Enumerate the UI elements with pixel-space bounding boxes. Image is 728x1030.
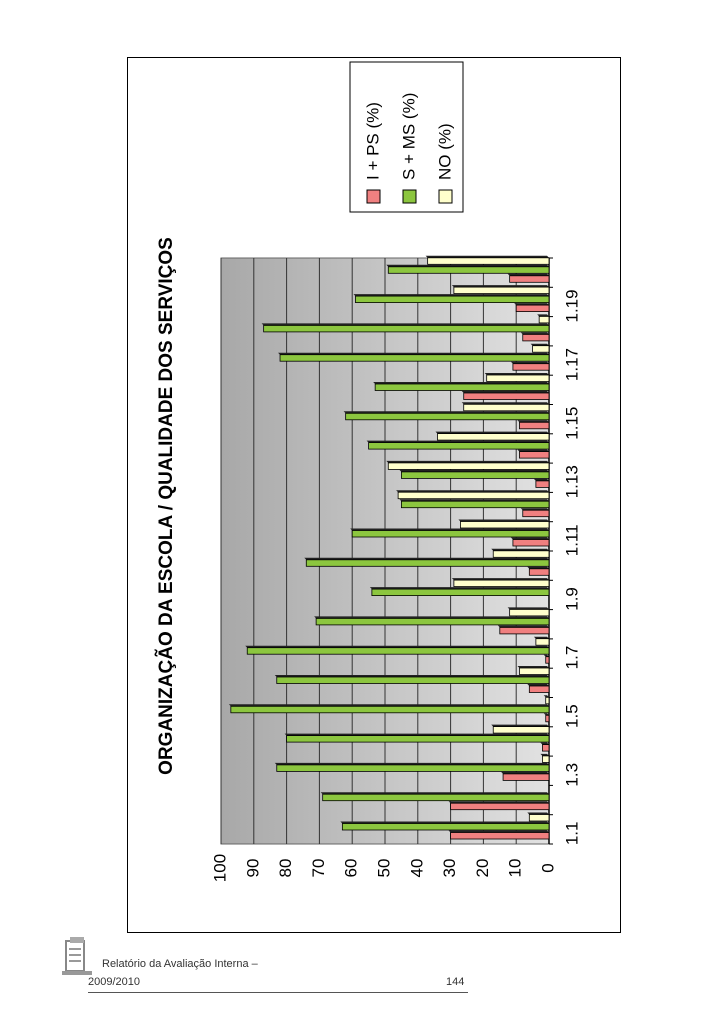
bar-1.11-2 xyxy=(352,531,549,538)
legend-label: I + PS (%) xyxy=(363,102,383,180)
bar-1.13-3 xyxy=(388,463,549,470)
bar-1.14-3 xyxy=(437,434,549,441)
value-tick-label: 10 xyxy=(505,858,525,878)
bar-1.6-1 xyxy=(529,686,549,693)
legend-swatch xyxy=(403,190,416,203)
bar-1.17-2 xyxy=(280,355,549,362)
bar-1.13-1 xyxy=(536,481,549,488)
bar-1.15-3 xyxy=(464,404,549,411)
category-tick-label: 1.3 xyxy=(562,762,582,787)
bar-1.9-2 xyxy=(372,589,549,596)
value-tick-label: 90 xyxy=(243,858,263,878)
bar-1.19-3 xyxy=(454,287,549,294)
school-logo-icon xyxy=(60,935,96,979)
bar-1.1-1 xyxy=(451,833,549,840)
bar-1.1-3 xyxy=(529,815,549,822)
value-tick-label: 20 xyxy=(472,858,492,878)
bar-1.4-2 xyxy=(287,736,549,743)
bar-1.20-3 xyxy=(428,258,549,265)
chart-svg xyxy=(128,58,622,934)
bar-1.11-3 xyxy=(460,522,549,529)
bar-1.2-2 xyxy=(323,794,549,801)
bar-1.16-1 xyxy=(464,393,549,400)
bar-1.7-3 xyxy=(536,639,549,646)
page-number: 144 xyxy=(446,976,465,988)
bar-1.14-2 xyxy=(369,443,549,450)
value-tick-label: 40 xyxy=(407,858,427,878)
legend-swatch xyxy=(367,190,380,203)
bar-1.18-3 xyxy=(539,316,549,323)
value-tick-label: 0 xyxy=(538,863,558,873)
bar-1.1-2 xyxy=(342,824,549,831)
legend-label: S + MS (%) xyxy=(399,92,419,180)
value-tick-label: 80 xyxy=(276,858,296,878)
footer-year: 2009/2010 xyxy=(88,976,140,988)
page-footer xyxy=(60,932,480,1002)
bar-1.2-1 xyxy=(451,803,549,810)
chart-title: ORGANIZAÇÃO DA ESCOLA / QUALIDADE DOS SERVIÇOS xyxy=(156,237,178,775)
bar-1.20-2 xyxy=(388,267,549,274)
bar-1.18-2 xyxy=(264,325,549,332)
bar-1.13-2 xyxy=(401,472,549,479)
bar-1.15-1 xyxy=(519,422,549,429)
bar-1.17-3 xyxy=(533,346,549,353)
category-tick-label: 1.11 xyxy=(562,524,582,557)
bar-1.6-3 xyxy=(519,668,549,675)
bar-1.11-1 xyxy=(513,540,549,547)
category-tick-label: 1.7 xyxy=(562,645,582,670)
footer-rule xyxy=(88,976,468,993)
category-tick-label: 1.1 xyxy=(562,821,582,846)
bar-1.16-2 xyxy=(375,384,549,391)
category-tick-label: 1.17 xyxy=(562,348,582,382)
bar-1.20-1 xyxy=(510,276,549,283)
legend-label: NO (%) xyxy=(435,123,455,180)
legend-swatch xyxy=(439,190,452,203)
bar-1.15-2 xyxy=(346,413,549,420)
bar-1.7-1 xyxy=(546,657,549,664)
bar-1.18-1 xyxy=(523,334,549,341)
bar-1.5-2 xyxy=(231,706,549,713)
bar-1.14-1 xyxy=(519,452,549,459)
bar-1.8-3 xyxy=(510,609,549,616)
bar-1.12-3 xyxy=(398,492,549,499)
bar-1.3-3 xyxy=(542,756,549,763)
bar-1.4-1 xyxy=(542,745,549,752)
bar-1.7-2 xyxy=(247,648,549,655)
bar-1.4-3 xyxy=(493,727,549,734)
category-tick-label: 1.9 xyxy=(562,587,582,611)
value-tick-label: 50 xyxy=(374,858,394,878)
value-tick-label: 30 xyxy=(440,858,460,878)
bar-1.10-3 xyxy=(493,551,549,558)
value-tick-label: 100 xyxy=(210,853,230,883)
bar-1.17-1 xyxy=(513,364,549,371)
bar-1.8-2 xyxy=(316,618,549,625)
bar-1.8-1 xyxy=(500,627,549,634)
bar-1.19-1 xyxy=(516,305,549,312)
category-tick-label: 1.15 xyxy=(562,406,582,440)
category-tick-label: 1.5 xyxy=(562,704,582,728)
bar-1.5-1 xyxy=(546,715,549,722)
bar-1.12-2 xyxy=(401,501,549,508)
chart-frame xyxy=(127,57,621,933)
value-tick-label: 60 xyxy=(341,858,361,878)
bar-1.10-2 xyxy=(306,560,549,567)
bar-1.12-1 xyxy=(523,510,549,517)
footer-report-title: Relatório da Avaliação Interna – xyxy=(102,958,258,970)
value-tick-label: 70 xyxy=(308,858,328,878)
bar-1.3-2 xyxy=(277,765,549,772)
bar-1.10-1 xyxy=(529,569,549,576)
bar-1.3-1 xyxy=(503,774,549,781)
bar-1.9-3 xyxy=(454,580,549,587)
category-tick-label: 1.19 xyxy=(562,289,582,323)
category-tick-label: 1.13 xyxy=(562,465,582,499)
bar-1.5-3 xyxy=(546,697,549,704)
bar-1.16-3 xyxy=(487,375,549,382)
bar-1.19-2 xyxy=(355,296,549,303)
bar-1.6-2 xyxy=(277,677,549,684)
